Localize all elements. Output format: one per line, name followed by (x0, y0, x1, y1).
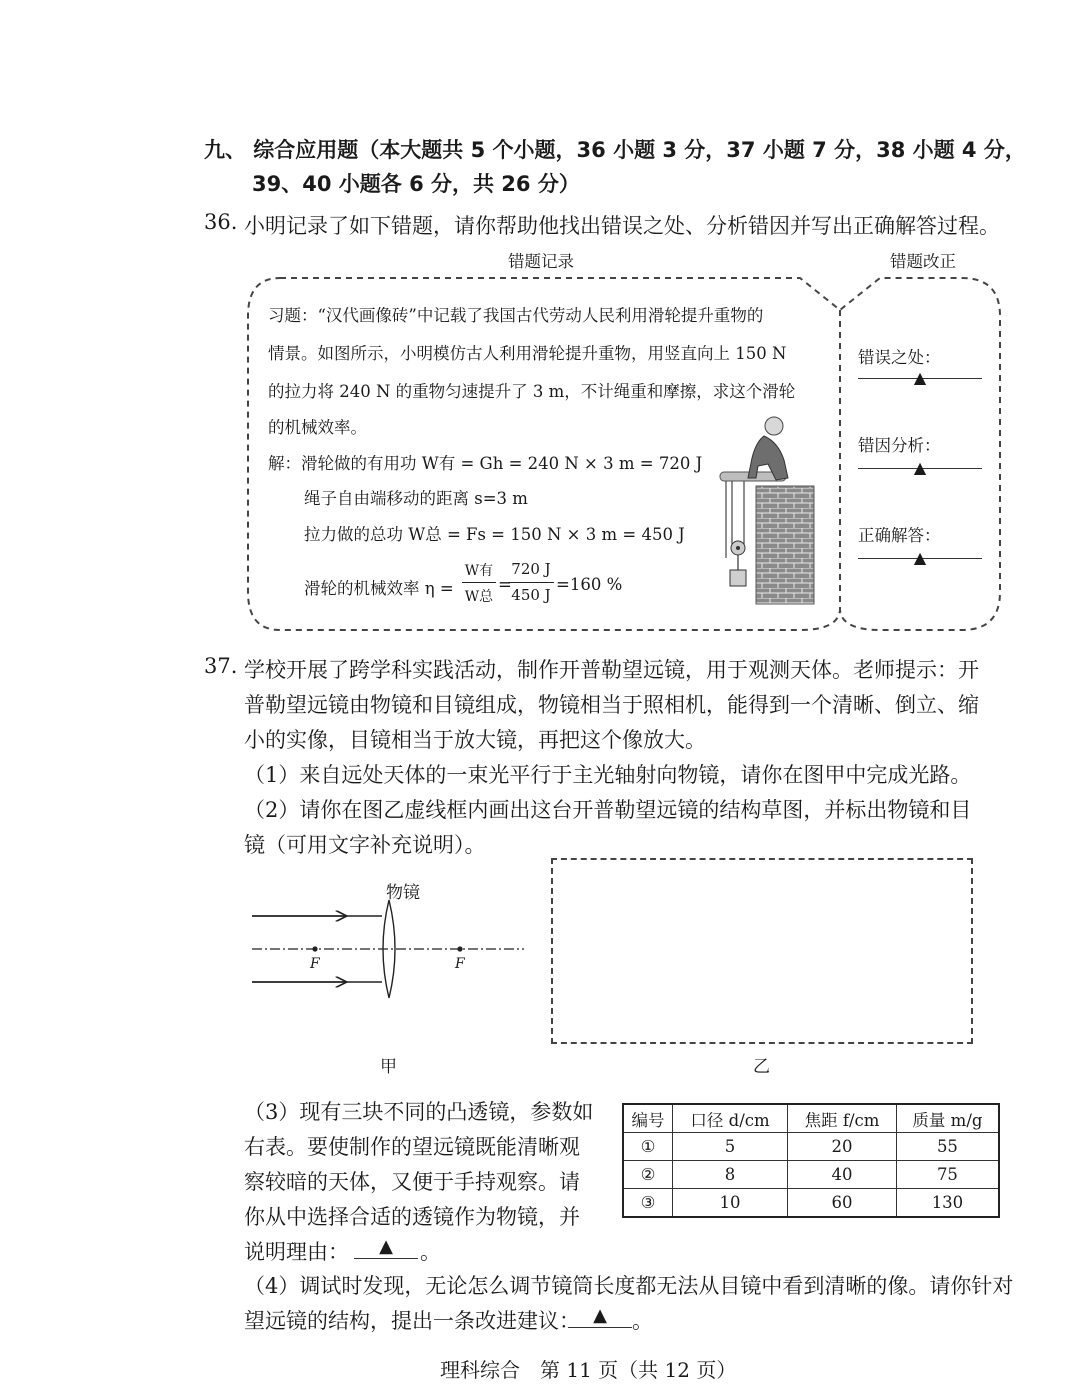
pulley-illustration (718, 408, 818, 608)
frac1-numerator: W有 (464, 563, 494, 579)
q36-stem: 小明记录了如下错题，请你帮助他找出错误之处、分析错因并写出正确解答过程。 (244, 214, 1000, 238)
error-location-blank-mark: ▲ (913, 368, 927, 387)
correct-solution-label: 正确解答： (858, 526, 941, 545)
solution-line-2: 绳子自由端移动的距离 s=3 m (304, 489, 528, 508)
lens-ray-diagram (248, 898, 528, 1002)
lens-parameter-table (622, 1103, 1000, 1218)
solution-line-3: 拉力做的总功 W总 = Fs = 150 N × 3 m = 450 J (304, 525, 685, 544)
error-cause-blank-mark: ▲ (913, 458, 927, 477)
table-cell: 55 (896, 1133, 999, 1161)
problem-line-3: 的拉力将 240 N 的重物匀速提升了 3 m，不计绳重和摩擦，求这个滑轮 (268, 382, 796, 401)
q37-part-4-line-1: （4）调试时发现，无论怎么调节镜筒长度都无法从目镜中看到清晰的像。请你针对 (244, 1274, 1014, 1298)
table-cell: ② (623, 1161, 672, 1189)
drawing-area-box[interactable] (551, 858, 973, 1044)
frac2-bar (508, 582, 554, 583)
table-row (623, 1133, 999, 1161)
table-header: 口径 d/cm (672, 1104, 787, 1133)
q37-part-3-line-1: （3）现有三块不同的凸透镜，参数如 (244, 1100, 594, 1124)
part-3-blank-mark: ▲ (379, 1236, 393, 1257)
part-3-period: 。 (420, 1240, 441, 1264)
correct-solution-blank-mark: ▲ (913, 548, 927, 567)
q37-part-2-line-2: 镜（可用文字补充说明）。 (244, 833, 486, 857)
problem-line-2: 情景。如图所示，小明模仿古人利用滑轮提升重物，用竖直向上 150 N (268, 344, 787, 363)
table-cell: 10 (672, 1189, 787, 1218)
table-cell: 60 (788, 1189, 897, 1218)
error-location-label: 错误之处： (858, 348, 941, 367)
solution-line-1: 解：滑轮做的有用功 W有 = Gh = 240 N × 3 m = 720 J (268, 454, 703, 473)
table-cell: 130 (896, 1189, 999, 1218)
q37-part-3-line-4: 你从中选择合适的透镜作为物镜，并 (244, 1205, 580, 1229)
error-cause-label: 错因分析： (858, 436, 941, 455)
q37-stem-line-3: 小的实像，目镜相当于放大镜，再把这个像放大。 (244, 728, 706, 752)
q37-part-3-line-3: 察较暗的天体，又便于手持观察。请 (244, 1170, 580, 1194)
efficiency-prefix: 滑轮的机械效率 η = (304, 579, 454, 598)
table-cell: ③ (623, 1189, 672, 1218)
table-header: 焦距 f/cm (788, 1104, 897, 1133)
page-footer: 理科综合 第 11 页（共 12 页） (440, 1358, 737, 1382)
table-cell: 75 (896, 1161, 999, 1189)
table-cell: 8 (672, 1161, 787, 1189)
frac2-numerator: 720 J (511, 560, 551, 578)
table-header: 编号 (623, 1104, 672, 1133)
q37-part-3-line-5: 说明理由： (244, 1240, 349, 1264)
section-heading: 九、 综合应用题（本大题共 5 个小题，36 小题 3 分，37 小题 7 分，38 小题 4 分， (204, 138, 1026, 162)
caption-yi: 乙 (753, 1057, 770, 1077)
efficiency-result: =160 % (556, 575, 623, 594)
q37-number: 37. (204, 654, 238, 678)
table-cell: 20 (788, 1133, 897, 1161)
q37-part-3-line-2: 右表。要使制作的望远镜既能清晰观 (244, 1135, 580, 1159)
q37-part-4-line-2: 望远镜的结构，提出一条改进建议： (244, 1309, 580, 1333)
part-4-period: 。 (632, 1309, 653, 1333)
table-cell: ① (623, 1133, 672, 1161)
table-cell: 5 (672, 1133, 787, 1161)
frac1-bar (462, 582, 496, 583)
frac-equals: = (498, 575, 512, 594)
table-header: 质量 m/g (896, 1104, 999, 1133)
objective-lens-label: 物镜 (386, 883, 420, 903)
q37-part-1: （1）来自远处天体的一束光平行于主光轴射向物镜，请你在图甲中完成光路。 (244, 763, 972, 787)
frac2-denominator: 450 J (511, 586, 551, 604)
part-4-blank-mark: ▲ (593, 1305, 607, 1326)
problem-line-1: 习题：“汉代画像砖”中记载了我国古代劳动人民利用滑轮提升重物的 (268, 306, 764, 325)
section-heading-cont: 39、40 小题各 6 分，共 26 分） (252, 172, 580, 196)
part-4-answer-line[interactable] (568, 1327, 632, 1328)
table-cell: 40 (788, 1161, 897, 1189)
frac1-denominator: W总 (464, 589, 494, 605)
caption-jia: 甲 (380, 1057, 397, 1077)
correction-title: 错题改正 (890, 252, 956, 271)
focus-label-left: F (310, 956, 320, 972)
record-title: 错题记录 (508, 252, 574, 271)
table-row (623, 1189, 999, 1218)
q37-part-2-line-1: （2）请你在图乙虚线框内画出这台开普勒望远镜的结构草图，并标出物镜和目 (244, 798, 972, 822)
table-header-row (623, 1104, 999, 1133)
problem-line-4: 的机械效率。 (268, 418, 367, 437)
q37-stem-line-1: 学校开展了跨学科实践活动，制作开普勒望远镜，用于观测天体。老师提示：开 (244, 658, 979, 682)
part-3-answer-line[interactable] (354, 1258, 418, 1259)
q37-stem-line-2: 普勒望远镜由物镜和目镜组成，物镜相当于照相机，能得到一个清晰、倒立、缩 (244, 693, 979, 717)
table-row (623, 1161, 999, 1189)
focus-label-right: F (455, 956, 465, 972)
q36-number: 36. (204, 210, 238, 234)
